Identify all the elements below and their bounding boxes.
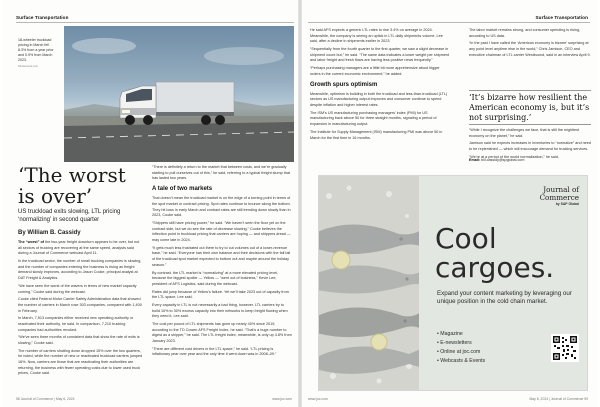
paragraph-text: the two-year freight downturn appears to be over, but not all sectors of trucking are recovering at the same speed, analysts said during a Journal of Commerce webcast April 11.: [18, 240, 140, 256]
article-paragraph: [469, 41, 591, 58]
quote-rule-top: [469, 90, 591, 91]
paragraph-text: “We’re at a period of the world normalization,” he said.: [469, 154, 559, 159]
photo-caption: [18, 38, 58, 69]
caption-text: 18-wheeler truckload pricing in March fell 8.3% from a year prior and 0.9% from March 2023.: [18, 38, 54, 63]
ad-offer-item[interactable]: • Online at joc.com: [437, 348, 485, 357]
paragraph-text: “While I recognize the challenges we face, that is still the mightiest economy on the planet,” he said.: [469, 128, 580, 138]
article-paragraph: [310, 92, 450, 109]
paragraph-lead: The “worst” of: [18, 240, 45, 244]
section-header: Surface Transportation: [16, 15, 69, 20]
header-rule: [308, 22, 590, 23]
truck-photo: [64, 26, 294, 162]
pull-quote: ‘It’s bizarre how resilient the American economy is, but it’s not surprising.’: [469, 93, 590, 123]
ad-title-line-2: cargoes.: [435, 251, 555, 285]
article-paragraph: [18, 284, 144, 295]
article-paragraph: [152, 290, 292, 301]
section-header: Surface Transportation: [535, 15, 588, 20]
ad-brand-logo: [540, 186, 579, 206]
advertisement[interactable]: [318, 175, 588, 391]
article-byline: By William B. Cassidy: [18, 230, 81, 236]
left-page: [2, 0, 298, 407]
article-paragraph: [152, 347, 292, 358]
brand-sub: by S&P Global: [555, 201, 579, 206]
page-footer-url: www.joc.com: [308, 397, 328, 401]
ad-offer-list: [437, 330, 485, 365]
paragraph-text: The Institute for Supply Management (ISM) manufacturing PMI was above 50 in March for the first time in 16 months.: [310, 129, 443, 140]
ad-title-line-1: Cool: [435, 222, 497, 255]
article-paragraph: [469, 28, 591, 39]
article-headline: ‘The worst is over’: [18, 163, 126, 208]
article-paragraph: [469, 128, 591, 139]
article-paragraph: [18, 335, 144, 346]
quote-rule-bottom: [469, 124, 591, 125]
paragraph-text: The ISM’s US manufacturing purchasing managers’ index (PMI) for US manufacturing back above 50 for three straight months, signaling a period of expansion in manufacturing output.: [310, 110, 437, 127]
paragraph-text: By contrast, the LTL market is “normalizing” at a more elevated pricing level, because the biggest spoiler — Yellow — “went out of business,” Kevin Lee, president of AFS Logistics, said during the webcast.: [152, 270, 279, 286]
ad-offer-item: • Webcasts & Events: [437, 357, 485, 366]
paragraph-text: “Perhaps purchasing managers are a little bit more apprehensive about bigger orders in the current economic environment,” he added.: [310, 66, 440, 76]
paragraph-text: Rates did jump because of Yellow’s failure. Yet we’ll take 2023 out of capacity from the LTL space, Lee said.: [152, 289, 289, 300]
article-paragraph: [18, 259, 144, 282]
article-paragraph: [18, 240, 144, 257]
ad-offer-item: • E-newsletters: [437, 339, 485, 348]
ad-body: Expand your content marketing by leveraging our unique position in the cold chain market.: [437, 290, 572, 306]
article-paragraph: [469, 141, 591, 152]
paragraph-text: “Sequentially from the fourth quarter to the first quarter, we saw a slight decrease in shipment count but,” he said. “The same data indicates a lower weight per shipment and labor freight and fresh flows are having less positive news frequently.”: [310, 47, 450, 63]
article-paragraph: [152, 322, 292, 345]
article-column-1: [18, 240, 144, 379]
qr-code-icon[interactable]: [551, 334, 579, 362]
paragraph-text: He said AFS expects a generic LTL rates to rise 3.4% on average in 2024. Meanwhile, the company is seeing an uptick in LTL daily shipments volume, Lee said, after a decline in shipments earlier in 2023.: [310, 28, 443, 44]
article-paragraph: [152, 246, 292, 269]
brand-line-2: Commerce: [539, 193, 579, 203]
paragraph-text: Every capacity in LTL is not necessarily a bad thing, however. LTL carriers try to build 10% to 30% excess capacity into their networks to keep freight flowing when they need it, Lee said.: [152, 302, 288, 319]
paragraph-text: Jamison said he expects increases in inventories to “normalize” and need to be replenished — which will encourage demand for trucking services.: [469, 141, 591, 152]
paragraph-text: That doesn’t mean the truckload market is on the edge of a turning point in terms of the spot market or contract pricing. Spot rates continue to bounce along the bottom. They hit lows in early March and contract rates are still trending down slowly than in 2023, Cooke said.: [152, 196, 291, 218]
article-column-2: [152, 165, 292, 360]
paragraph-text: Meanwhile, optimism is building in both the truckload and less-than-truckload (LTL) sectors as US manufacturing output improves and consumer continue to spend despite inflation and higher interest rates.: [310, 91, 448, 108]
article-paragraph: [152, 221, 292, 244]
author-email: [469, 158, 524, 162]
paragraph-text: The cost per pound of LTL shipments has gone up nearly 40% since 2019, according to the TD Cowen AFS Freight Index, he said. “That’s a huge number to digest as a shipper,” he said. The LTL freight index, meanwhile, is only up 4.8% from January 2023.: [152, 322, 292, 344]
article-column-4: [469, 28, 591, 60]
paragraph-text: “There are different cost drivers in the LTL space,” he said. “LTL pricing is inflationary year over year and the only time it went down was in 2008–09.”: [152, 346, 277, 357]
header-rule: [16, 22, 294, 23]
ad-panel: [419, 176, 588, 391]
page-footer-left: 58 Journal of Commerce | May 6, 2024: [16, 397, 75, 401]
article-paragraph: [152, 303, 292, 320]
article-paragraph: [310, 28, 450, 45]
ad-offer-item: • Magazine: [437, 330, 485, 339]
brand-line-1: Journal of: [543, 185, 579, 194]
article-paragraph: [152, 271, 292, 288]
email-label: Email:: [469, 158, 481, 162]
article-paragraph: [152, 196, 292, 219]
paragraph-text: In the truckload sector, the number of small trucking companies is slowing, and the number of companies entering the business is rising as freight demand slowly improves, according to Jason Cooke, principal analyst at DAT Freight & Analytics.: [18, 259, 142, 281]
paragraph-text: The labor market remains strong, and consumer spending is rising, according to US data.: [469, 28, 581, 38]
article-paragraph: [310, 66, 450, 77]
paragraph-text: “Shippers still have pricing power,” he said. “We haven’t seen the floor yet on the contract side, but we do see the rate of decrease slowing.” Cooke believes the inflection point in truckload pricing that carriers are hoping — and shippers dread — may come late in 2024.: [152, 221, 291, 243]
article-subhead: A tale of two markets: [152, 186, 213, 193]
article-paragraph: [310, 130, 450, 141]
paragraph-text: In March, 7,513 companies either received new operating authority or reactivated their authority, he said. In comparison, 7,210 trucking companies had authorities revoked.: [18, 316, 134, 332]
article-subhead: Growth spurs optimism: [310, 81, 378, 88]
article-paragraph: [152, 165, 292, 182]
article-paragraph: [310, 47, 450, 64]
paragraph-text: “It gets much less frustrated out there to try to cut volumes out of a lower-revenue base,” he said. “Everyone has their own balance and their decisions with the fall tail of the truckload spot market expected to bottom out and maybe around the holiday season.”: [152, 245, 291, 267]
ad-food-photo: [319, 176, 419, 391]
ad-title: [435, 224, 554, 283]
fish-illustration: [319, 176, 419, 391]
article-paragraph: [18, 297, 144, 314]
paragraph-text: “We have seen the worst of the wavers in terms of new market capacity coming,” Cooke said during the webcast.: [18, 283, 137, 294]
article-column-3: [310, 28, 450, 143]
article-paragraph: [310, 111, 450, 128]
photo-credit: Shutterstock.com: [18, 65, 39, 69]
article-paragraph: [18, 349, 144, 377]
truck-illustration: [64, 26, 294, 162]
page-footer-url: www.joc.com: [272, 397, 292, 401]
article-paragraph: [18, 316, 144, 333]
article-deck: US truckload exits slowing, LTL pricing ‘normalizing’ in second quarter: [18, 209, 121, 223]
paragraph-text: The number of carriers shutting down dropped 15% over the two quarters, he noted, while the number of new or reactivated truckload carriers jumped 16%. Now, carriers are those that are reactivating their authorities are returning, the business with fewer operating costs due to lower used truck prices, Cooke said.: [18, 348, 143, 376]
paragraph-text: “We’ve seen three months of consistent data that show the rate of exits is slowing,” Cooke said.: [18, 335, 140, 345]
paragraph-text: “In the past I have called the ‘American economy is bizarre’ surprising at any point level anytime else in the world,” Chris Jamison, CEO and executive chairman of LTL carrier Westbound, said in an interview April 9.: [469, 41, 591, 57]
page-footer-right: May 6, 2024 | Journal of Commerce 59: [529, 397, 588, 401]
paragraph-text: “There is definitely a return to the market that between costs, and we’re gradually starting to pull ourselves out of this,” he said, referring to a typical freight slump that has lasted two years.: [152, 165, 290, 181]
paragraph-text: Cooke cited Federal Motor Carrier Safety Administration data that showed the number of carriers in March rose 303 companies, compared with 1,400 in February.: [18, 297, 142, 313]
email-address: bill.cassidy@spglobal.com: [481, 158, 525, 162]
